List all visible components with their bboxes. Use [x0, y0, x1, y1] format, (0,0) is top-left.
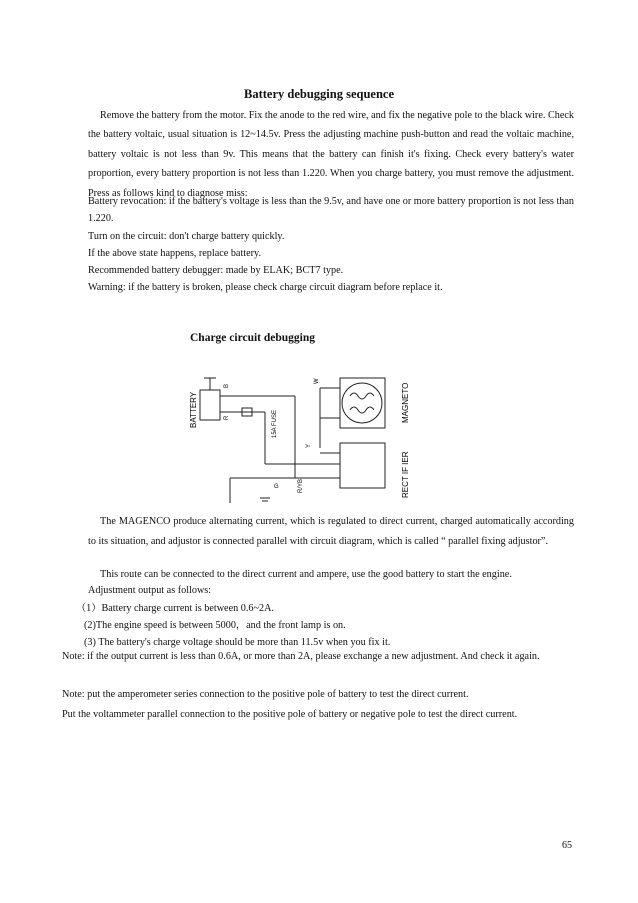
- magneto-box: [340, 378, 385, 428]
- rectifier-box: [340, 443, 385, 488]
- battery-box: [200, 390, 220, 420]
- rectifier-label: RECT IF IER: [401, 451, 410, 498]
- section-subtitle: Charge circuit debugging: [190, 332, 316, 344]
- adjust-out-line: Adjustment output as follows:: [88, 585, 212, 596]
- magenco-text: The MAGENCO produce alternating current, which is regulated to direct current, charged automatically according to its situation, and adjustor is connected parallel with circuit diagram, which is called “ parallel fixing adjustor”.: [88, 516, 574, 547]
- turn-on-line: Turn on the circuit: don't charge battery quickly.: [88, 231, 285, 242]
- wire-r-label: R: [224, 415, 230, 420]
- route-text: This route can be connected to the direct current and ampere, use the good battery to start the engine.: [100, 569, 512, 580]
- wire-b-label: B: [224, 383, 230, 388]
- revocation-paragraph: Battery revocation: if the battery's voltage is less than the 9.5v, and have one or more battery proportion is not less than 1.220.: [88, 196, 574, 224]
- wire-g-label: G: [274, 484, 279, 490]
- route-paragraph: [88, 566, 574, 583]
- item-1: （1）Battery charge current is between 0.6~2A.: [76, 603, 274, 614]
- if-above-line: If the above state happens, replace battery.: [88, 248, 262, 259]
- voltammeter-text: Put the voltammeter parallel connection to the positive pole of battery or negative pole to test the direct current.: [62, 709, 518, 720]
- battery-label: BATTERY: [189, 391, 198, 428]
- note-1: Note: if the output current is less than 0.6A, or more than 2A, please exchange a new adjustment. And check it again.: [62, 651, 540, 662]
- note-2: Note: put the amperometer series connection to the positive pole of battery to test the direct current.: [62, 689, 469, 700]
- wire-w-label: W: [314, 378, 320, 384]
- item-3: (3) The battery's charge voltage should be more than 11.5v when you fix it.: [84, 637, 391, 648]
- voltammeter-paragraph: [62, 705, 574, 724]
- warning-line: Warning: if the battery is broken, please check charge circuit diagram before replace it.: [88, 282, 443, 293]
- intro-text: Remove the battery from the motor. Fix the anode to the red wire, and fix the negative pole to the black wire. Check the battery voltaic, usual situation is 12~14.5v. Press the adjusting machine push-button and read the voltaic machine, battery voltaic is not less than 9v. This means that the battery can finish it's fixing. Check every battery's water proportion, every battery proportion is not less than 1.220. When you charge battery, you must remove the adjustment. Press as follows kind to diagnose miss:: [88, 110, 574, 199]
- charge-circuit-diagram: [170, 368, 440, 508]
- wire-ry-label: R/YB: [298, 478, 304, 493]
- page-number: 65: [562, 840, 572, 851]
- recommended-line: Recommended battery debugger: made by ELAK; BCT7 type.: [88, 265, 344, 276]
- item-2: (2)The engine speed is between 5000，and the front lamp is on.: [84, 620, 346, 631]
- page-title: Battery debugging sequence: [244, 87, 394, 101]
- magenco-paragraph: [88, 512, 574, 551]
- magneto-label: MAGNETO: [401, 382, 410, 423]
- wire-y-label: Y: [306, 443, 312, 448]
- fuse-label: 15A FUSE: [272, 409, 278, 438]
- intro-paragraph: [88, 106, 574, 203]
